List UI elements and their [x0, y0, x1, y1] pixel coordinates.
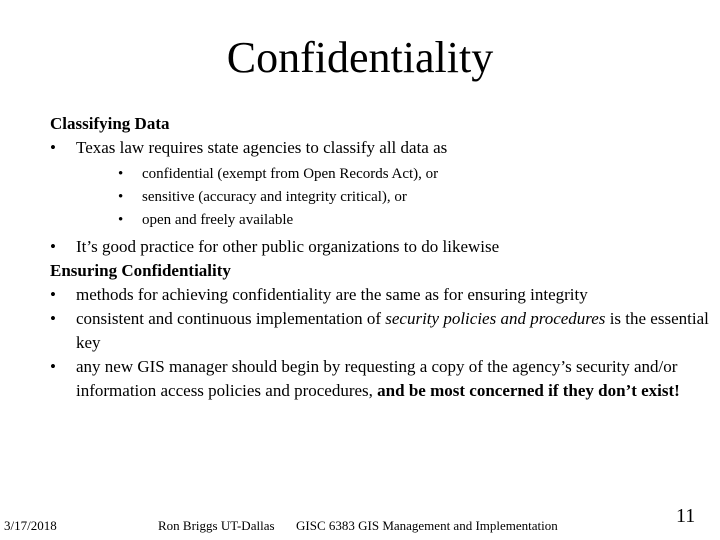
slide-body [50, 112, 710, 403]
bullet-icon: • [50, 357, 56, 376]
subbullet-sensitive: • sensitive (accuracy and integrity critical), or [50, 186, 710, 209]
bullet-consistent: • consistent and continuous implementation of security policies and procedures is the essential key [50, 309, 709, 352]
subbullet-confidential: • confidential (exempt from Open Records Act), or [50, 163, 710, 186]
bullet-icon: • [50, 237, 56, 256]
bullet-texas-law: • Texas law requires state agencies to classify all data as [50, 136, 710, 160]
bullet-good-practice: • It’s good practice for other public organizations to do likewise [50, 235, 710, 259]
footer-course: GISC 6383 GIS Management and Implementation [296, 518, 558, 533]
bullet-icon: • [50, 138, 56, 157]
bullet-icon: • [50, 285, 56, 304]
security-policies-emphasis: security policies and procedures [385, 309, 606, 328]
page-number: 11 [676, 505, 696, 527]
bullet-methods: • methods for achieving confidentiality are the same as for ensuring integrity [50, 283, 710, 307]
footer-date: 3/17/2018 [4, 518, 57, 533]
bullet-icon: • [118, 212, 124, 228]
classification-list [50, 163, 710, 232]
slide-title: Confidentiality [226, 33, 494, 82]
subbullet-open: • open and freely available [50, 209, 710, 232]
bullet-icon: • [118, 189, 124, 205]
bullet-icon: • [118, 166, 124, 182]
footer-author: Ron Briggs UT-Dallas [158, 518, 275, 533]
concern-emphasis: and be most concerned if they don’t exist! [377, 381, 680, 400]
section-heading-ensuring: Ensuring Confidentiality [50, 261, 231, 280]
section-heading-classifying: Classifying Data [50, 114, 170, 133]
bullet-new-manager: • any new GIS manager should begin by requesting a copy of the agency’s security and/or information access policies and procedures, and be most concerned if they don’t exist! [50, 357, 680, 400]
bullet-icon: • [50, 309, 56, 328]
